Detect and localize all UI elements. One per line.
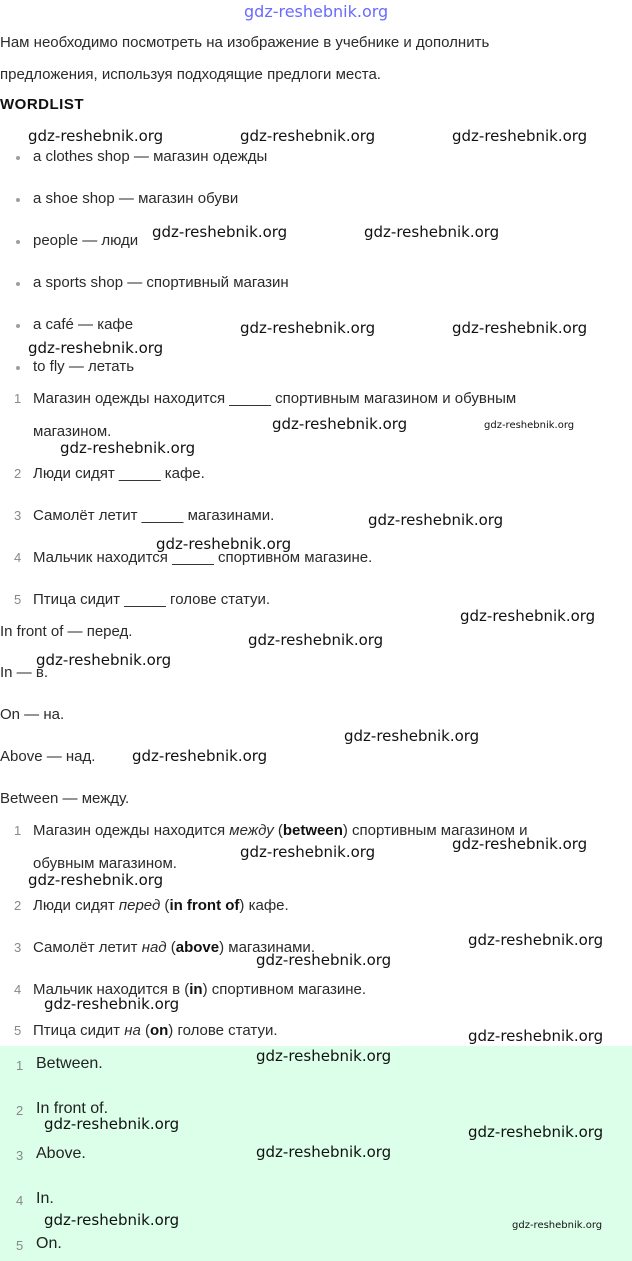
bullet-icon <box>16 240 20 244</box>
short-answer-number: 1 <box>16 1058 24 1073</box>
watermark-text: gdz-reshebnik.org <box>468 1027 604 1045</box>
preposition-line: Between — между. <box>0 790 130 807</box>
task-item-continuation: магазином. <box>33 423 112 440</box>
preposition-line: In — в. <box>0 664 48 681</box>
task-item: Птица сидит _____ голове статуи. <box>33 591 271 608</box>
bullet-icon <box>16 366 20 370</box>
short-answer: Above. <box>36 1145 86 1162</box>
watermark-text: gdz-reshebnik.org <box>248 631 384 649</box>
watermark-text: gdz-reshebnik.org <box>368 511 504 529</box>
answer-number: 2 <box>14 898 22 913</box>
wordlist-item: a sports shop — спортивный магазин <box>33 274 289 291</box>
task-number: 1 <box>14 391 22 406</box>
watermark-text: gdz-reshebnik.org <box>60 439 196 457</box>
short-answer: In front of. <box>36 1100 109 1117</box>
watermark-text: gdz-reshebnik.org <box>44 1115 180 1133</box>
intro-line-1: Нам необходимо посмотреть на изображение в учебнике и дополнить <box>0 34 490 51</box>
watermark-text: gdz-reshebnik.org <box>364 223 500 241</box>
watermark-text: gdz-reshebnik.org <box>240 843 376 861</box>
short-answer-number: 4 <box>16 1193 24 1208</box>
watermark-text: gdz-reshebnik.org <box>512 1220 603 1231</box>
watermark-text: gdz-reshebnik.org <box>468 1123 604 1141</box>
short-answer-number: 5 <box>16 1238 24 1253</box>
watermark-text: gdz-reshebnik.org <box>468 931 604 949</box>
watermark-text: gdz-reshebnik.org <box>36 651 172 669</box>
answer-item: Магазин одежды находится между (between) спортивным магазином и <box>33 822 528 839</box>
short-answer: On. <box>36 1235 62 1252</box>
watermark-text: gdz-reshebnik.org <box>344 727 480 745</box>
wordlist-item: a café — кафе <box>33 316 134 333</box>
watermark-text: gdz-reshebnik.org <box>44 995 180 1013</box>
wordlist-heading: WORDLIST <box>0 96 84 113</box>
watermark-text: gdz-reshebnik.org <box>256 1047 392 1065</box>
watermark-text: gdz-reshebnik.org <box>240 319 376 337</box>
short-answer: Between. <box>36 1055 103 1072</box>
answer-item: Мальчик находится в (in) спортивном магазине. <box>33 981 367 998</box>
watermark-text: gdz-reshebnik.org <box>452 319 588 337</box>
task-number: 2 <box>14 466 22 481</box>
task-number: 5 <box>14 592 22 607</box>
bullet-icon <box>16 198 20 202</box>
task-item: Самолёт летит _____ магазинами. <box>33 507 275 524</box>
answer-item: Люди сидят перед (in front of) кафе. <box>33 897 289 914</box>
intro-line-2: предложения, используя подходящие предлоги места. <box>0 66 381 83</box>
watermark-text: gdz-reshebnik.org <box>152 223 288 241</box>
short-answer-number: 3 <box>16 1148 24 1163</box>
short-answer-number: 2 <box>16 1103 24 1118</box>
bullet-icon <box>16 324 20 328</box>
watermark-text: gdz-reshebnik.org <box>28 871 164 889</box>
watermark-text: gdz-reshebnik.org <box>452 127 588 145</box>
watermark-text: gdz-reshebnik.org <box>28 127 164 145</box>
answer-number: 5 <box>14 1023 22 1038</box>
wordlist-item: a shoe shop — магазин обуви <box>33 190 239 207</box>
watermark-text: gdz-reshebnik.org <box>484 420 575 431</box>
watermark-text: gdz-reshebnik.org <box>156 535 292 553</box>
watermark-text: gdz-reshebnik.org <box>132 747 268 765</box>
wordlist-item: to fly — летать <box>33 358 135 375</box>
answer-number: 4 <box>14 982 22 997</box>
answer-number: 3 <box>14 940 22 955</box>
task-number: 3 <box>14 508 22 523</box>
answer-item: Самолёт летит над (above) магазинами. <box>33 939 315 956</box>
site-watermark-top: gdz-reshebnik.org <box>244 2 389 21</box>
preposition-line: Above — над. <box>0 748 96 765</box>
task-item: Люди сидят _____ кафе. <box>33 465 205 482</box>
answer-item-continuation: обувным магазином. <box>33 855 177 872</box>
bullet-icon <box>16 282 20 286</box>
task-item: Магазин одежды находится _____ спортивным магазином и обувным <box>33 390 517 407</box>
preposition-line: On — на. <box>0 706 65 723</box>
wordlist-item: a clothes shop — магазин одежды <box>33 148 268 165</box>
watermark-text: gdz-reshebnik.org <box>256 1143 392 1161</box>
watermark-text: gdz-reshebnik.org <box>460 607 596 625</box>
watermark-text: gdz-reshebnik.org <box>28 339 164 357</box>
task-item: Мальчик находится _____ спортивном магазине. <box>33 549 373 566</box>
task-number: 4 <box>14 550 22 565</box>
answer-number: 1 <box>14 823 22 838</box>
short-answer: In. <box>36 1190 54 1207</box>
answer-item: Птица сидит на (on) голове статуи. <box>33 1022 278 1039</box>
watermark-text: gdz-reshebnik.org <box>240 127 376 145</box>
watermark-text: gdz-reshebnik.org <box>272 415 408 433</box>
watermark-text: gdz-reshebnik.org <box>44 1211 180 1229</box>
watermark-text: gdz-reshebnik.org <box>452 835 588 853</box>
bullet-icon <box>16 156 20 160</box>
watermark-text: gdz-reshebnik.org <box>256 951 392 969</box>
wordlist-item: people — люди <box>33 232 139 249</box>
preposition-line: In front of — перед. <box>0 623 133 640</box>
